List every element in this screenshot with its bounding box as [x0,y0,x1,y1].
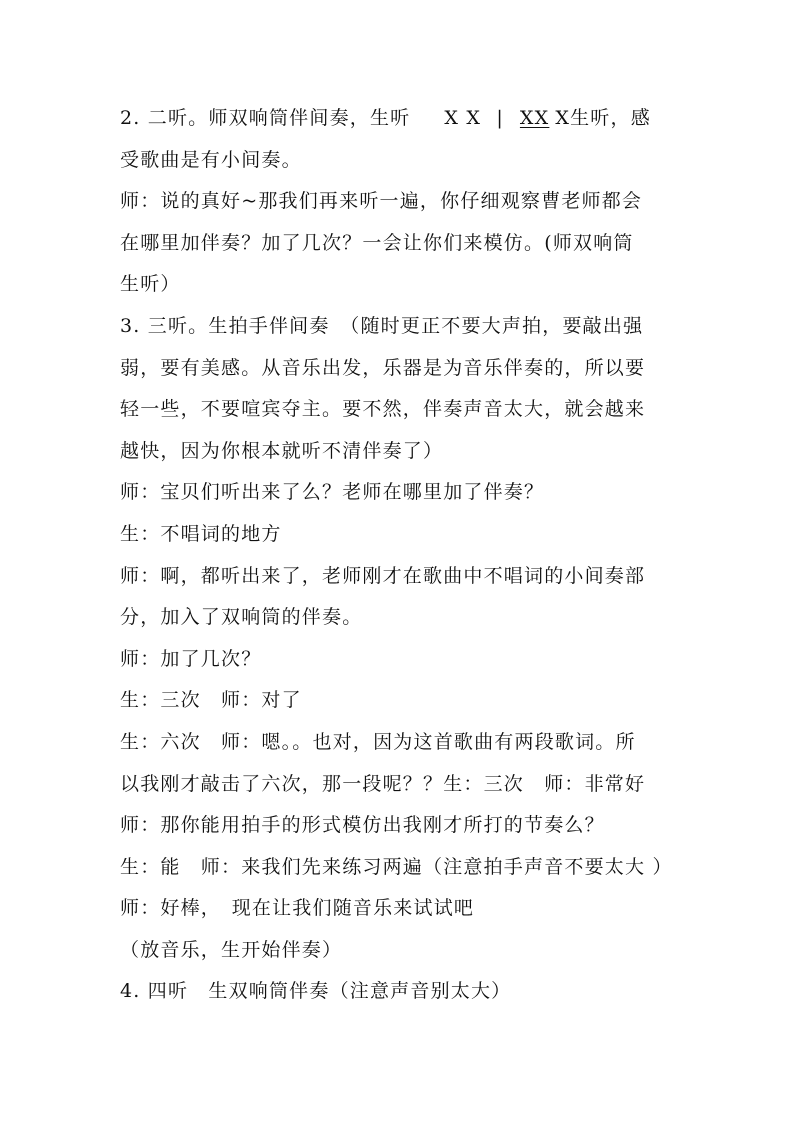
document-body [120,98,680,1013]
paragraph-line: 以我刚才敲击了六次，那一段呢？？生：三次 师：非常好 [120,772,646,795]
paragraph-line: 师：好棒， 现在让我们随音乐来试试吧 [120,897,475,920]
rhythm-notation-a: X X [444,107,489,129]
paragraph-line: 越快，因为你根本就听不清伴奏了） [120,439,444,462]
paragraph-line: 在哪里加伴奏？加了几次？一会让你们来模仿。(师双响筒 [120,231,634,254]
paragraph-line: 师：宝贝们听出来了么？老师在哪里加了伴奏？ [120,481,545,504]
paragraph-line: 受歌曲是有小间奏。 [120,148,302,171]
paragraph-line-1 [120,98,680,140]
paragraph-line: 轻一些，不要喧宾夺主。要不然，伴奏声音太大，就会越来 [120,398,646,421]
paragraph-line: 生：能 师：来我们先来练习两遍（注意拍手声音不要太大 ） [120,855,673,878]
paragraph-line: 师：加了几次？ [120,647,262,670]
paragraph-line: 师：说的真好~那我们再来听一遍，你仔细观察曹老师都会 [120,190,643,213]
paragraph-line: 生：三次 师：对了 [120,689,302,712]
rhythm-notation-underlined: XX [519,107,550,129]
paragraph-line: 师：啊，都听出来了，老师刚才在歌曲中不唱词的小间奏部 [120,564,646,587]
paragraph-line: 分，加入了双响筒的伴奏。 [120,606,363,629]
paragraph-line: 生：六次 师：嗯。。也对，因为这首歌曲有两段歌词。所 [120,730,636,753]
bar-line: | [496,107,504,129]
paragraph-line: 3. 三听。生拍手伴间奏 （随时更正不要大声拍，要敲出强 [120,314,644,337]
paragraph-line: （放音乐，生开始伴奏） [120,938,343,961]
paragraph-line: 4. 四听 生双响筒伴奏（注意声音别太大） [120,980,512,1003]
line-1-suffix: 生听，感 [570,107,651,129]
line-1-prefix: 2. 二听。师双响筒伴间奏，生听 [120,107,411,129]
rhythm-notation-b: X [555,107,571,129]
paragraph-line: 弱，要有美感。从音乐出发，乐器是为音乐伴奏的，所以要 [120,356,646,379]
paragraph-line: 师：那你能用拍手的形式模仿出我刚才所打的节奏么？ [120,814,605,837]
paragraph-line: 生听） [120,273,181,296]
paragraph-line: 生：不唱词的地方 [120,522,282,545]
